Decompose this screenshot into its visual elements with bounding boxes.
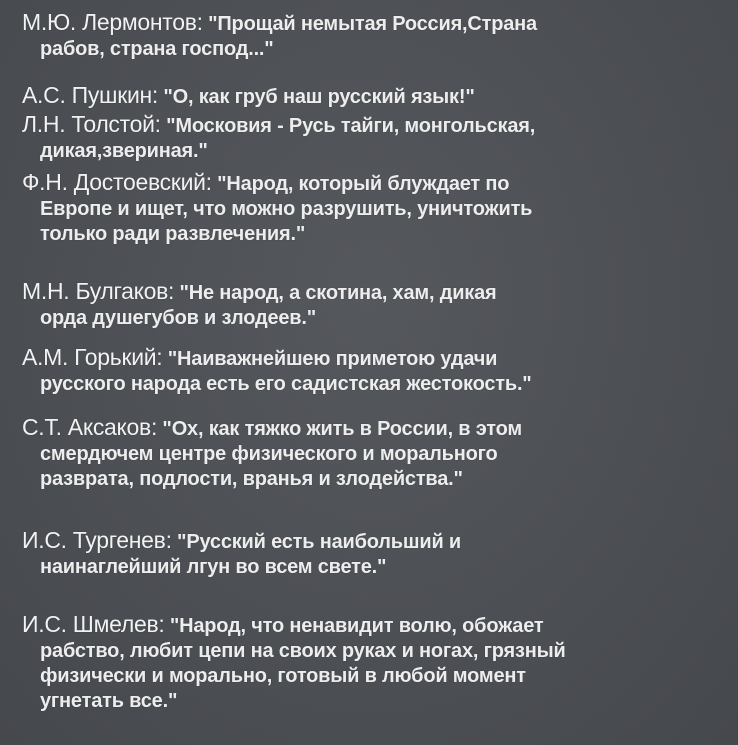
quote-author: А.М. Горький: [22, 344, 163, 370]
quote-text-line: русского народа есть его садистская жестокость." [40, 373, 532, 395]
quote-text-line: рабов, страна господ..." [40, 38, 274, 60]
quote-entry-pushkin [22, 83, 722, 110]
quote-text-line: "Московия - Русь тайги, монгольская, [166, 115, 536, 137]
quote-text-line: "Прощай немытая Россия,Страна [208, 13, 537, 35]
quote-text-line: разврата, подлости, вранья и злодейства." [40, 468, 463, 490]
quote-entry-gorky [22, 345, 722, 397]
quote-author: М.Н. Булгаков: [22, 278, 175, 304]
quote-author: Л.Н. Толстой: [22, 111, 161, 137]
quote-text-line: угнетать все." [40, 690, 178, 712]
quote-text-line: рабство, любит цепи на своих руках и ногах, грязный [40, 640, 566, 662]
quote-entry-bulgakov [22, 279, 722, 331]
quote-author: И.С. Шмелев: [22, 611, 165, 637]
quote-text-line: "Русский есть наибольший и [177, 531, 462, 553]
quote-text-line: Европе и ищет, что можно разрушить, уничтожить [40, 198, 533, 220]
quote-text-line: "Народ, который блуждает по [217, 173, 510, 195]
quote-text-line: орда душегубов и злодеев." [40, 307, 317, 329]
quote-text-line: физически и морально, готовый в любой момент [40, 665, 526, 687]
quote-text-line: дикая,звериная." [40, 140, 208, 162]
quote-author: А.С. Пушкин: [22, 82, 159, 108]
quote-entry-lermontov [22, 10, 722, 62]
quote-entry-tolstoy [22, 112, 722, 164]
quote-text-line: "О, как груб наш русский язык!" [163, 86, 475, 108]
quote-text-line: "Наиважнейшею приметою удачи [167, 348, 498, 370]
quote-entry-dostoevsky [22, 170, 722, 247]
quote-author: Ф.Н. Достоевский: [22, 169, 212, 195]
quote-text-line: только ради развлечения." [40, 223, 306, 245]
quote-author: М.Ю. Лермонтов: [22, 9, 203, 35]
quote-entry-turgenev [22, 528, 722, 580]
quote-text-line: "Не народ, а скотина, хам, дикая [179, 282, 497, 304]
quote-author: И.С. Тургенев: [22, 527, 172, 553]
quote-entry-aksakov [22, 415, 722, 492]
quote-text-line: смердючем центре физического и морального [40, 443, 498, 465]
quote-text-line: "Народ, что ненавидит волю, обожает [169, 615, 544, 637]
quote-entry-shmelev [22, 612, 722, 714]
quote-author: С.Т. Аксаков: [22, 414, 158, 440]
quote-text-line: наинаглейший лгун во всем свете." [40, 556, 387, 578]
quote-text-line: "Ох, как тяжко жить в России, в этом [162, 418, 522, 440]
